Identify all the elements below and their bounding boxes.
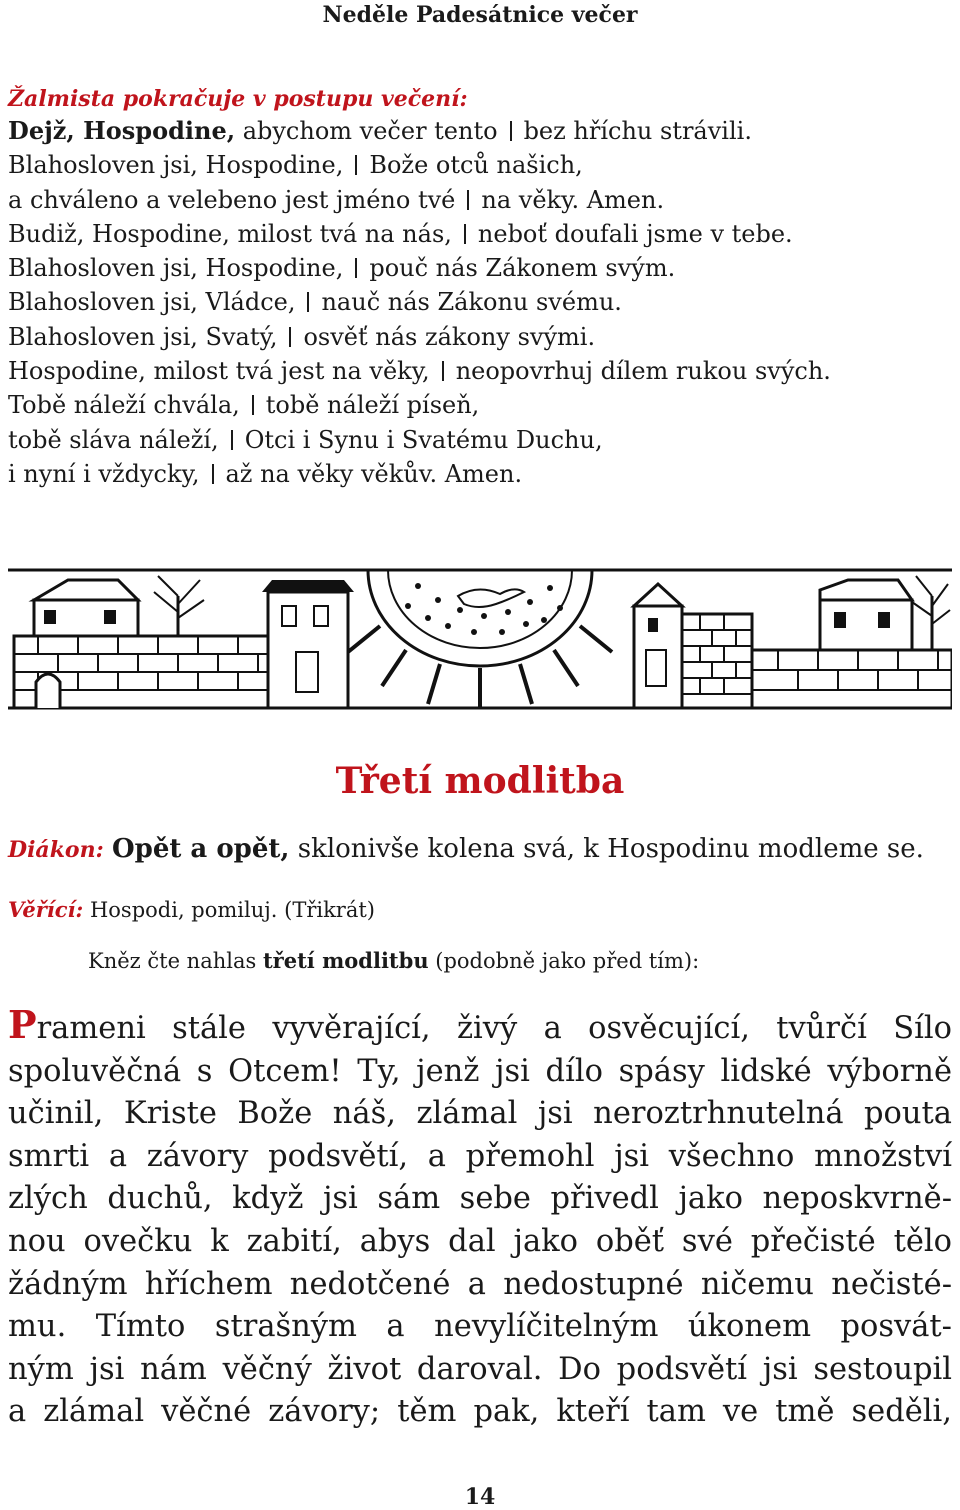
priest-rubric-before: Kněz čte nahlas — [88, 949, 263, 973]
priest-rubric-bold: třetí modlitbu — [262, 948, 429, 973]
verse-divider-icon — [467, 190, 469, 210]
psalm-line-second-half: bez hříchu strávili. — [523, 117, 752, 145]
verse-divider-icon — [231, 430, 233, 450]
prayer-line-text: a zlámal věčné závory; těm pak, kteří tam ve tmě seděli, — [8, 1394, 952, 1430]
psalm-line — [8, 285, 958, 319]
verse-divider-icon — [355, 258, 357, 278]
verse-divider-icon — [252, 395, 254, 415]
psalm-line — [8, 388, 958, 422]
psalm-line — [8, 354, 958, 388]
faithful-line — [8, 897, 958, 922]
priest-rubric — [88, 948, 699, 973]
psalm-line-second-half: na věky. Amen. — [481, 185, 665, 214]
psalm-line-second-half: pouč nás Zákonem svým. — [369, 254, 676, 283]
prayer-line — [8, 1002, 952, 1051]
psalm-line-first-half: abychom večer tento — [235, 117, 498, 145]
psalm-block — [8, 84, 958, 491]
prayer-lines — [8, 1002, 952, 1434]
prayer-line — [8, 1221, 952, 1264]
prayer-line-text: nou ovečku k zabití, abys dal jako oběť své přečisté tělo — [8, 1223, 952, 1259]
prayer-line-text: smrti a závory podsvětí, a přemohl jsi všechno množství — [8, 1138, 952, 1174]
prayer-line-text: ným jsi nám věčný život daroval. Do podsvětí jsi sestoupil — [8, 1351, 952, 1387]
prayer-line-text: zlých duchů, když jsi sám sebe přivedl jako neposkvrně- — [8, 1181, 952, 1217]
verse-divider-icon — [442, 361, 444, 381]
psalm-line-first-half: a chváleno a velebeno jest jméno tvé — [8, 185, 456, 214]
psalm-line-first-half: tobě sláva náleží, — [8, 425, 219, 454]
psalm-line-first-half: Budiž, Hospodine, milost tvá na nás, — [8, 219, 452, 248]
psalm-line-second-half: nauč nás Zákonu svému. — [321, 288, 622, 317]
psalm-line — [8, 183, 958, 217]
psalm-line-second-half: až na věky věkův. Amen. — [225, 459, 523, 488]
deacon-role: Diákon: — [8, 837, 104, 863]
prayer-line-text: rameni stále vyvěrající, živý a osvěcující, tvůrčí Sílo — [36, 1011, 952, 1046]
psalm-line — [8, 217, 958, 251]
psalm-line — [8, 114, 958, 148]
verse-divider-icon — [355, 155, 357, 175]
woodcut-village-dove-icon — [8, 566, 952, 712]
psalm-line-first-half: Blahosloven jsi, Hospodine, — [8, 254, 344, 283]
verse-divider-icon — [212, 464, 214, 484]
psalm-rubric: Žalmista pokračuje v postupu večení: — [8, 86, 468, 112]
psalm-line-first-half: Blahosloven jsi, Vládce, — [8, 288, 296, 317]
prayer-line-text: učinil, Kriste Bože náš, zlámal jsi neroztrhnutelná pouta — [8, 1096, 952, 1132]
psalm-line-second-half: neopovrhuj dílem rukou svých. — [455, 357, 831, 386]
priest-rubric-after: (podobně jako před tím): — [428, 949, 700, 973]
psalm-line — [8, 148, 958, 182]
psalm-line-first-half: Blahosloven jsi, Svatý, — [8, 322, 278, 351]
prayer-text — [8, 1002, 952, 1434]
psalm-line — [8, 251, 958, 285]
psalm-line — [8, 457, 958, 491]
prayer-line-text: žádným hříchem nedotčené a nedostupné ničemu nečisté- — [8, 1266, 952, 1302]
page-number: 14 — [464, 1484, 496, 1510]
psalm-line-second-half: Bože otců našich, — [369, 151, 583, 180]
prayer-line — [8, 1264, 952, 1307]
psalm-line-first-half: i nyní i vždycky, — [8, 459, 200, 488]
prayer-line — [8, 1391, 952, 1434]
deacon-text: sklonivše kolena svá, k Hospodinu modleme se. — [289, 834, 924, 864]
section-title: Třetí modlitba — [335, 760, 625, 802]
psalm-line — [8, 320, 958, 354]
prayer-line-text: spoluvěčná s Otcem! Ty, jenž jsi dílo spásy lidské výborně — [8, 1053, 952, 1089]
faithful-role: Věřící: — [8, 897, 84, 922]
verse-divider-icon — [464, 224, 466, 244]
psalm-line-second-half: osvěť nás zákony svými. — [303, 322, 596, 351]
prayer-line — [8, 1051, 952, 1094]
verse-divider-icon — [289, 327, 291, 347]
deacon-bold-text: Opět a opět, — [112, 834, 290, 864]
running-header: Neděle Padesátnice večer — [322, 2, 638, 28]
psalm-line-second-half: tobě náleží píseň, — [265, 391, 480, 420]
drop-cap: P — [8, 1002, 37, 1047]
psalm-line-second-half: neboť doufali jsme v tebe. — [477, 219, 793, 248]
psalm-lines — [8, 114, 958, 491]
faithful-text: Hospodi, pomiluj. (Třikrát) — [83, 898, 375, 922]
psalm-line-first-half: Hospodine, milost tvá jest na věky, — [8, 357, 430, 386]
verse-divider-icon — [510, 121, 512, 141]
psalm-line-first-half: Tobě náleží chvála, — [8, 391, 240, 420]
psalm-line — [8, 423, 958, 457]
verse-divider-icon — [307, 292, 309, 312]
prayer-line — [8, 1349, 952, 1392]
deacon-line — [8, 834, 958, 864]
psalm-line-first-half: Blahosloven jsi, Hospodine, — [8, 151, 344, 180]
prayer-line — [8, 1136, 952, 1179]
psalm-line-second-half: Otci i Synu i Svatému Duchu, — [244, 425, 603, 454]
prayer-line-text: mu. Tímto strašným a nevylíčitelným úkonem posvát- — [8, 1309, 952, 1345]
psalm-line-bold: Dejž, Hospodine, — [8, 116, 236, 145]
prayer-line — [8, 1093, 952, 1136]
prayer-line — [8, 1306, 952, 1349]
prayer-line — [8, 1178, 952, 1221]
